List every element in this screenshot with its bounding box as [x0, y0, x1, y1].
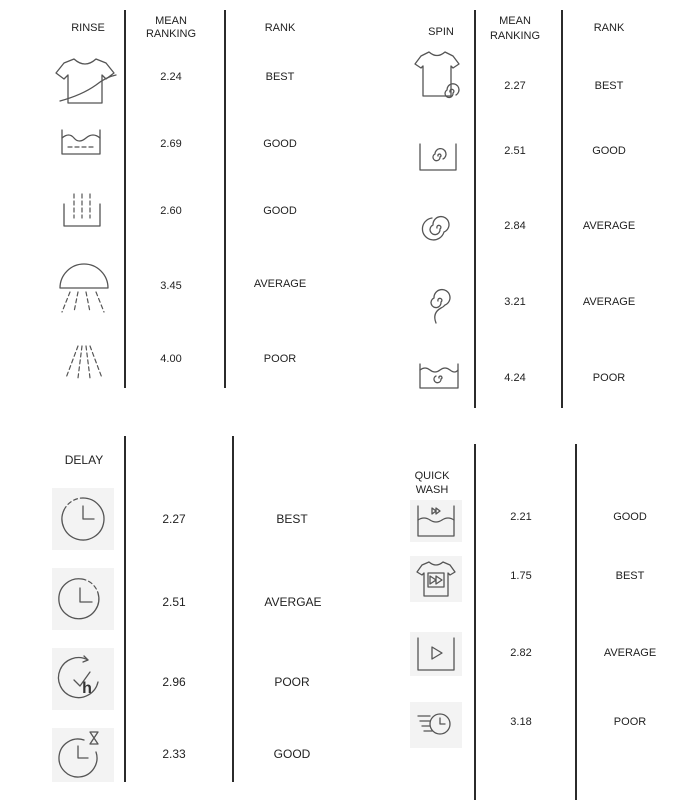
- tub-shower-icon: [62, 192, 102, 228]
- delay-rank-2: AVERGAE: [264, 595, 322, 609]
- rinse-mean-3: 2.60: [160, 205, 182, 217]
- rinse-mean-5: 4.00: [160, 353, 182, 365]
- quick-wash-divider-1: [474, 444, 476, 800]
- quick-wash-rank-2: BEST: [615, 570, 645, 582]
- tshirt-spiral-icon: [413, 50, 461, 104]
- quick-wash-rank-4: POOR: [613, 716, 647, 728]
- rinse-rank-3: GOOD: [263, 205, 297, 217]
- tub-water-spiral-icon: [418, 362, 460, 392]
- delay-mean-3: 2.96: [162, 675, 186, 689]
- rinse-rank-header: RANK: [264, 22, 296, 34]
- rinse-divider-2: [224, 10, 226, 388]
- rinse-header: RINSE: [71, 22, 105, 34]
- rinse-mean-1: 2.24: [160, 71, 182, 83]
- quick-wash-divider-2: [575, 444, 577, 800]
- spin-rank-header: RANK: [593, 22, 625, 34]
- delay-rank-4: GOOD: [273, 747, 311, 761]
- quick-wash-header-line1: QUICK: [414, 470, 450, 482]
- delay-rank-3: POOR: [274, 675, 310, 689]
- spiral-large-icon: [420, 208, 454, 248]
- quick-wash-mean-4: 3.18: [510, 716, 532, 728]
- rinse-mean-2: 2.69: [160, 138, 182, 150]
- tub-play-icon: [410, 632, 462, 676]
- tshirt-fast-forward-icon: [410, 556, 462, 602]
- spin-rank-3: AVERAGE: [582, 220, 636, 232]
- rinse-rank-5: POOR: [263, 353, 297, 365]
- delay-header: DELAY: [64, 453, 104, 467]
- quick-wash-rank-3: AVERAGE: [603, 647, 657, 659]
- quick-wash-mean-2: 1.75: [510, 570, 532, 582]
- spin-rank-2: GOOD: [592, 145, 626, 157]
- spin-mean-header-line2: RANKING: [489, 30, 541, 42]
- clock-hour-arrow-icon: [52, 648, 114, 710]
- spin-divider-1: [474, 10, 476, 408]
- delay-rank-1: BEST: [276, 512, 308, 526]
- tub-spiral-icon: [418, 140, 458, 172]
- clock-icon-letter: h: [82, 680, 92, 697]
- delay-mean-2: 2.51: [162, 595, 186, 609]
- quick-wash-rank-1: GOOD: [613, 511, 647, 523]
- rinse-mean-header-line2: RANKING: [145, 28, 197, 40]
- tub-water-icon: [60, 128, 102, 158]
- clock-dotted-corner-icon: [52, 568, 114, 630]
- quick-wash-mean-1: 2.21: [510, 511, 532, 523]
- delay-divider-2: [232, 436, 234, 782]
- rinse-divider-1: [124, 10, 126, 388]
- dome-spray-icon: [56, 260, 112, 316]
- spin-header: SPIN: [428, 26, 454, 38]
- clock-dotted-arc-icon: [52, 488, 114, 550]
- spin-mean-header-line1: MEAN: [499, 15, 531, 27]
- tshirt-wave-icon: [52, 55, 118, 107]
- spin-mean-1: 2.27: [504, 80, 526, 92]
- spin-divider-2: [561, 10, 563, 408]
- delay-mean-1: 2.27: [162, 512, 186, 526]
- spray-lines-icon: [62, 344, 106, 380]
- quick-wash-mean-3: 2.82: [510, 647, 532, 659]
- rinse-rank-2: GOOD: [263, 138, 297, 150]
- clock-hourglass-icon: [52, 728, 114, 782]
- rinse-rank-4: AVERAGE: [253, 278, 307, 290]
- spin-rank-1: BEST: [594, 80, 624, 92]
- rinse-mean-4: 3.45: [160, 280, 182, 292]
- quick-wash-header-line2: WASH: [415, 484, 449, 496]
- delay-mean-4: 2.33: [162, 747, 186, 761]
- spiral-open-icon: [422, 283, 456, 325]
- spin-rank-4: AVERAGE: [582, 296, 636, 308]
- speed-clock-icon: [410, 702, 462, 748]
- spin-mean-5: 4.24: [504, 372, 526, 384]
- spin-mean-4: 3.21: [504, 296, 526, 308]
- spin-mean-3: 2.84: [504, 220, 526, 232]
- tub-fast-forward-icon: [410, 500, 462, 542]
- delay-divider-1: [124, 436, 126, 782]
- rinse-mean-header-line1: MEAN: [155, 15, 187, 27]
- rinse-rank-1: BEST: [265, 71, 295, 83]
- spin-rank-5: POOR: [592, 372, 626, 384]
- spin-mean-2: 2.51: [504, 145, 526, 157]
